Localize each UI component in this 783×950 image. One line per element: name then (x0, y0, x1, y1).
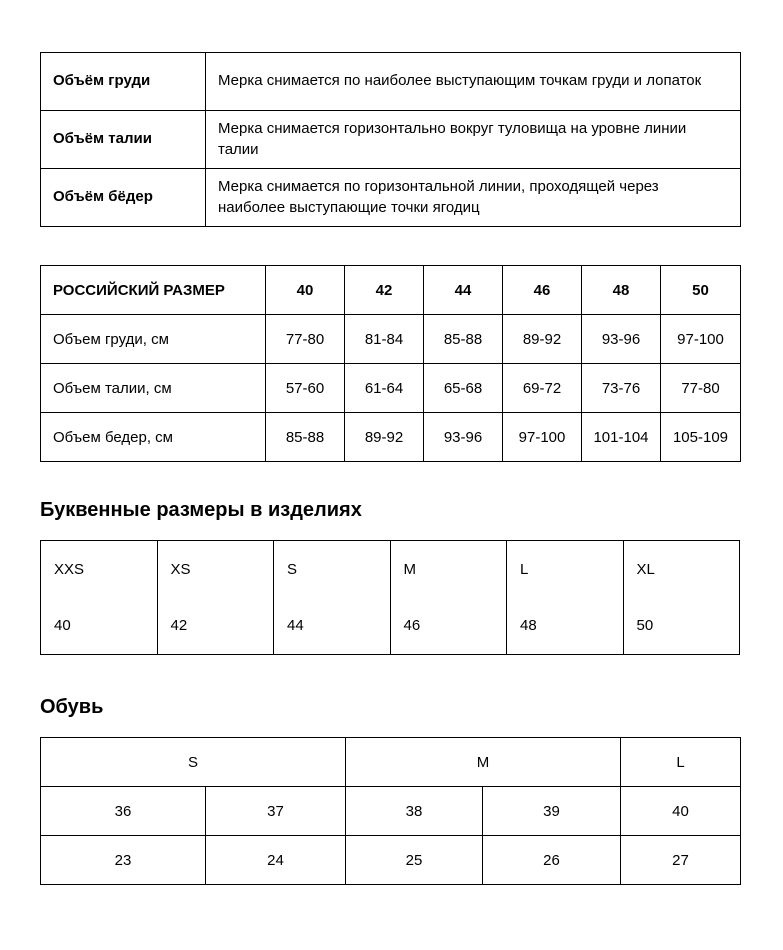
number-cell: 50 (636, 617, 654, 635)
shoe-eu-cell: 36 (41, 787, 206, 836)
value-cell: 81-84 (345, 315, 424, 364)
number-cell: 42 (157, 598, 274, 655)
size-header-cell: 50 (661, 266, 741, 315)
value-cell: 57-60 (266, 364, 345, 413)
shoe-cm-cell: 27 (621, 836, 741, 885)
number-cell: 48 (507, 598, 624, 655)
measurement-desc-cell: Мерка снимается горизонтально вокруг туловища на уровне линии талии (206, 111, 741, 169)
size-header-cell: 40 (266, 266, 345, 315)
value-cell: 89-92 (503, 315, 582, 364)
letter-cell: L (507, 541, 624, 598)
shoe-cm-cell: 26 (483, 836, 621, 885)
size-header-cell: 46 (503, 266, 582, 315)
letter-cell: S (274, 541, 391, 598)
shoes-heading: Обувь (40, 696, 104, 718)
table-row (41, 598, 740, 655)
value-cell: 61-64 (345, 364, 424, 413)
shoe-eu-cell: 38 (346, 787, 483, 836)
measurement-description-table (40, 52, 741, 227)
measurement-desc-cell: Мерка снимается по наиболее выступающим точкам груди и лопаток (206, 53, 741, 111)
shoe-group-cell: L (621, 738, 741, 787)
shoe-eu-cell: 39 (483, 787, 621, 836)
size-header-cell: 44 (424, 266, 503, 315)
measurement-label-cell: Объём бёдер (41, 169, 206, 227)
letter-cell: M (390, 541, 507, 598)
table-row (41, 541, 740, 598)
table-row (41, 169, 741, 227)
shoe-size-table (40, 737, 741, 885)
measurement-label-cell: Объём талии (41, 111, 206, 169)
size-header-cell: 42 (345, 266, 424, 315)
value-cell: 65-68 (424, 364, 503, 413)
number-cell: 44 (274, 598, 391, 655)
shoe-eu-cell: 40 (621, 787, 741, 836)
measurement-label-cell: Объём груди (41, 53, 206, 111)
shoe-group-cell: S (41, 738, 346, 787)
letter-size-table (40, 540, 740, 655)
value-cell: 97-100 (503, 413, 582, 462)
number-cell: 46 (390, 598, 507, 655)
table-row (41, 111, 741, 169)
table-row (41, 413, 741, 462)
letter-sizes-heading: Буквенные размеры в изделиях (40, 499, 362, 521)
shoe-cm-cell: 23 (41, 836, 206, 885)
value-cell: 105-109 (661, 413, 741, 462)
value-cell: 97-100 (661, 315, 741, 364)
size-table-title-cell: РОССИЙСКИЙ РАЗМЕР (41, 266, 266, 315)
value-cell: 69-72 (503, 364, 582, 413)
shoe-cm-cell: 24 (206, 836, 346, 885)
value-cell: 77-80 (661, 364, 741, 413)
value-cell: 101-104 (582, 413, 661, 462)
value-cell: 77-80 (266, 315, 345, 364)
number-cell: 40 (41, 598, 158, 655)
letter-cell: XS (157, 541, 274, 598)
table-row (41, 364, 741, 413)
shoe-cm-cell: 25 (346, 836, 483, 885)
value-cell: 85-88 (266, 413, 345, 462)
table-header-row (41, 266, 741, 315)
table-row (41, 53, 741, 111)
table-row (41, 787, 741, 836)
russian-size-table (40, 265, 741, 462)
row-label-cell: Объем талии, см (41, 364, 266, 413)
value-cell: 73-76 (582, 364, 661, 413)
row-label-cell: Объем бедер, см (41, 413, 266, 462)
value-cell: 93-96 (582, 315, 661, 364)
letter-cell: XXS (41, 541, 158, 598)
value-cell: 93-96 (424, 413, 503, 462)
measurement-desc-cell: Мерка снимается по горизонтальной линии, проходящей через наиболее выступающие точки ягодиц (206, 169, 741, 227)
table-row (41, 315, 741, 364)
shoe-group-cell: M (346, 738, 621, 787)
shoe-eu-cell: 37 (206, 787, 346, 836)
table-row (41, 836, 741, 885)
value-cell: 89-92 (345, 413, 424, 462)
letter-cell: XL (636, 560, 655, 578)
value-cell: 85-88 (424, 315, 503, 364)
table-header-row (41, 738, 741, 787)
row-label-cell: Объем груди, см (41, 315, 266, 364)
size-header-cell: 48 (582, 266, 661, 315)
